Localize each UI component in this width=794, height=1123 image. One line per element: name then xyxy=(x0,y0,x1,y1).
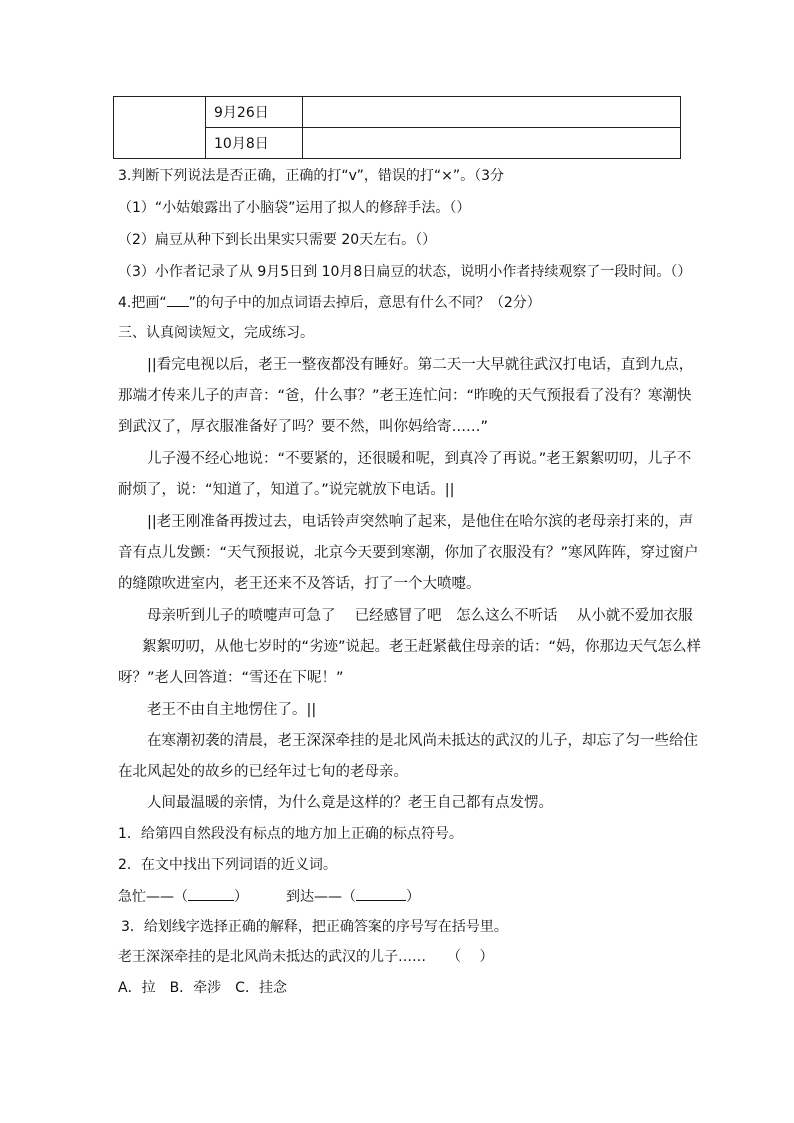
synonym-word-1-end: ） xyxy=(234,889,248,905)
passage-line: ||老王刚准备再拨过去，电话铃声突然响了起来，是他住在哈尔滨的老母亲打来的，声 xyxy=(147,514,694,530)
question-3-item-3: （3）小作者记录了从 9月5日到 10月8日扁豆的状态，说明小作者持续观察了一段时间。（） xyxy=(118,264,692,280)
table-row xyxy=(114,97,681,128)
exercise-3-options: A．拉 B．牵涉 C．挂念 xyxy=(118,980,287,996)
passage-line: 音有点儿发颤：“天气预报说，北京今天要到寒潮，你加了衣服没有？”寒风阵阵，穿过窗户 xyxy=(118,545,699,561)
synonym-word-1: 急忙——（ xyxy=(118,889,188,905)
passage-line: 母亲听到儿子的喷嚏声可急了 已经感冒了吧 怎么这么不听话 从小就不爱加衣服 xyxy=(147,608,693,624)
answer-blank[interactable] xyxy=(356,886,406,901)
passage-line: 的缝隙吹进室内，老王还来不及答话，打了一个大喷嚏。 xyxy=(118,576,481,592)
answer-blank[interactable] xyxy=(188,886,234,901)
passage-line: 人间最温暖的亲情，为什么竟是这样的？老王自己都有点发愣。 xyxy=(147,795,553,811)
passage-line: 耐烦了，说：“知道了，知道了。”说完就放下电话。|| xyxy=(118,482,455,498)
synonym-word-2: 到达——（ xyxy=(286,889,356,905)
passage-line: 在寒潮初袭的清晨，老王深深牵挂的是北风尚未抵达的武汉的儿子，却忘了匀一些给住 xyxy=(147,733,698,749)
observation-table xyxy=(113,96,681,159)
table-cell-note[interactable] xyxy=(303,97,681,128)
exercise-2: 2．在文中找出下列词语的近义词。 xyxy=(118,857,337,873)
question-4-prefix: 4.把画“ xyxy=(118,295,167,311)
question-3-title: 3.判断下列说法是否正确，正确的打“v”，错误的打“×”。（3分 xyxy=(118,168,505,184)
passage-line: 老王不由自主地愣住了。|| xyxy=(147,702,317,718)
question-4 xyxy=(118,292,541,313)
exercise-1: 1．给第四自然段没有标点的地方加上正确的标点符号。 xyxy=(118,826,463,842)
question-4-suffix: ”的句子中的加点词语去掉后，意思有什么不同？（2分） xyxy=(188,295,541,311)
passage-line: 呀？”老人回答道：“雪还在下呢！” xyxy=(118,670,344,686)
synonym-item-1 xyxy=(118,886,248,907)
synonym-item-2 xyxy=(286,886,420,907)
underline-marker xyxy=(167,292,189,307)
passage-line: 儿子漫不经心地说：“不要紧的，还很暖和呢，到真冷了再说。”老王絮絮叨叨，儿子不 xyxy=(147,451,692,467)
table-cell-note[interactable] xyxy=(303,128,681,159)
passage-line: 那端才传来儿子的声音：“爸，什么事？”老王连忙问：“昨晚的天气预报看了没有？寒潮快 xyxy=(118,388,692,404)
synonym-word-2-end: ） xyxy=(406,889,420,905)
table-cell-date: 9月26日 xyxy=(206,97,303,128)
passage-line: ||看完电视以后，老王一整夜都没有睡好。第二天一大早就往武汉打电话，直到九点， xyxy=(147,357,694,373)
section-3-heading: 三、认真阅读短文，完成练习。 xyxy=(118,325,314,341)
exercise-3: 3．给划线字选择正确的解释，把正确答案的序号写在括号里。 xyxy=(121,919,508,935)
passage-line: 絮絮叨叨，从他七岁时的“劣迹”说起。老王赶紧截住母亲的话：“妈，你那边天气怎么样 xyxy=(142,639,702,655)
table-cell-blank xyxy=(114,97,206,159)
question-3-item-1: （1）“小姑娘露出了小脑袋”运用了拟人的修辞手法。（） xyxy=(118,200,471,216)
passage-line: 到武汉了，厚衣服准备好了吗？要不然，叫你妈给寄……” xyxy=(118,419,489,435)
exercise-3-sentence: 老王深深牵挂的是北风尚未抵达的武汉的儿子…… （ ） xyxy=(118,949,494,965)
question-3-item-2: （2）扁豆从种下到长出果实只需要 20天左右。（） xyxy=(118,232,437,248)
table-cell-date: 10月8日 xyxy=(206,128,303,159)
passage-line: 在北风起处的故乡的已经年过七旬的老母亲。 xyxy=(118,764,408,780)
